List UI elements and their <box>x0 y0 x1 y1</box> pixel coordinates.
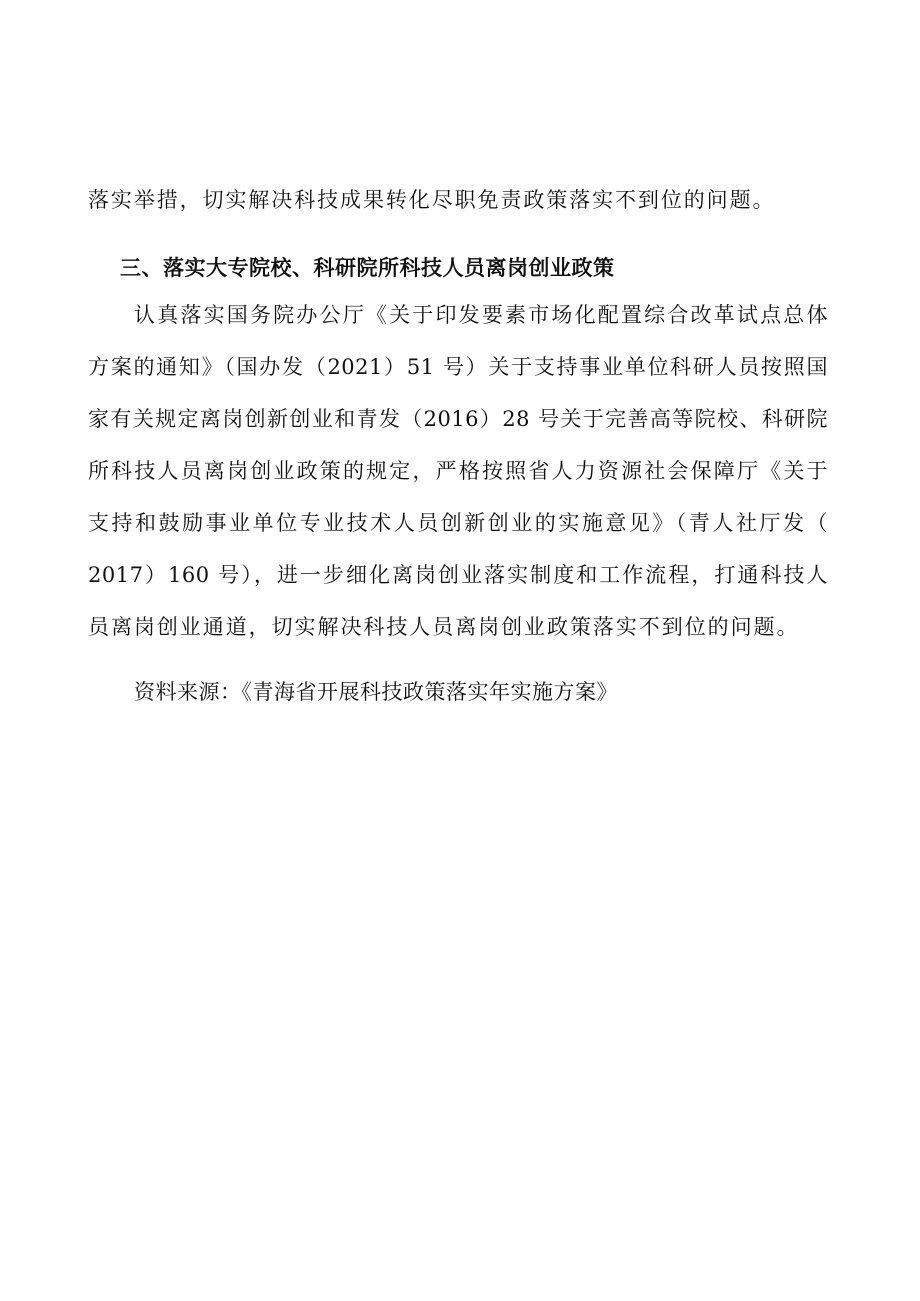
section-heading: 三、落实大专院校、科研院所科技人员离岗创业政策 <box>120 256 615 280</box>
body-line-7: 员离岗创业通道，切实解决科技人员离岗创业政策落实不到位的问题。 <box>88 615 798 639</box>
body-line-3: 家有关规定离岗创新创业和青发（2016）28 号关于完善高等院校、科研院 <box>88 407 828 431</box>
body-line-4: 所科技人员离岗创业政策的规定，严格按照省人力资源社会保障厅《关于 <box>88 459 828 483</box>
body-line-5: 支持和鼓励事业单位专业技术人员创新创业的实施意见》（青人社厅发（ <box>88 511 828 535</box>
body-line-6: 2017）160 号），进一步细化离岗创业落实制度和工作流程，打通科技人 <box>88 563 828 587</box>
source-note: 资料来源：《青海省开展科技政策落实年实施方案》 <box>134 680 618 704</box>
continuation-paragraph: 落实举措，切实解决科技成果转化尽职免责政策落实不到位的问题。 <box>88 188 774 212</box>
body-line-1: 认真落实国务院办公厅《关于印发要素市场化配置综合改革试点总体 <box>134 303 828 327</box>
body-line-2: 方案的通知》（国办发（2021）51 号）关于支持事业单位科研人员按照国 <box>88 355 828 379</box>
